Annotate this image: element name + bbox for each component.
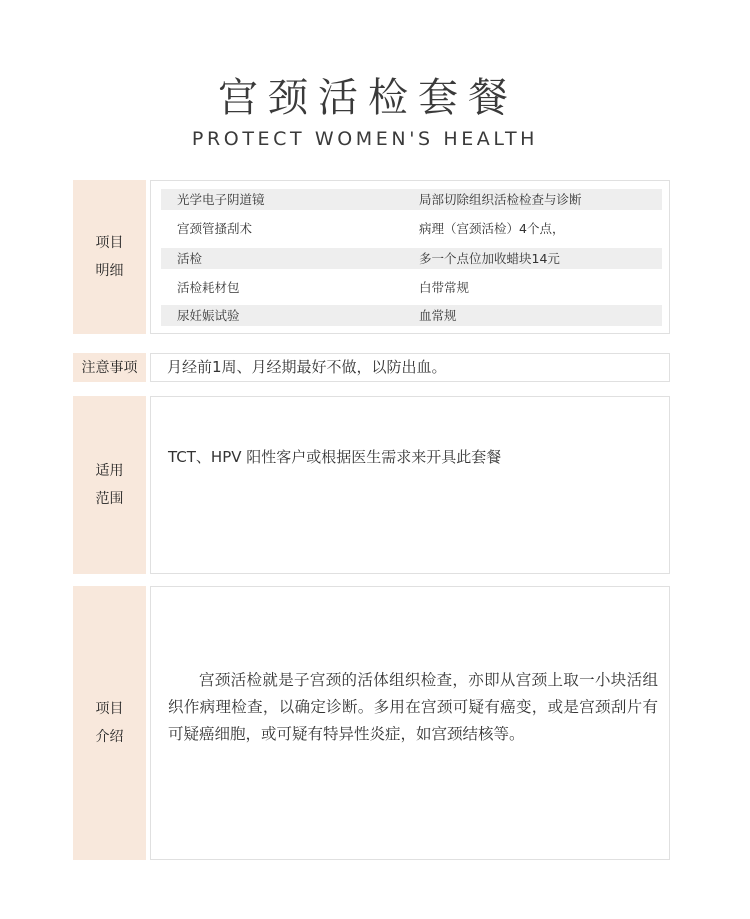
scope-text: TCT、HPV 阳性客户或根据医生需求来开具此套餐 <box>168 448 502 466</box>
table-cell: 病理（宫颈活检）4个点， <box>419 221 565 236</box>
table-cell: 白带常规 <box>419 280 470 295</box>
table-row <box>161 277 662 298</box>
notes-label: 注意事项 <box>73 353 146 382</box>
page-title: 宫颈活检套餐 <box>218 75 518 121</box>
notes-text: 月经前1周、月经期最好不做，以防出血。 <box>150 353 670 382</box>
page-subtitle: PROTECT WOMEN'S HEALTH <box>191 128 539 150</box>
scope-label-line2: 范围 <box>95 491 124 507</box>
table-cell: 多一个点位加收蜡块14元 <box>419 251 560 266</box>
intro-label-line2: 介绍 <box>95 729 124 745</box>
table-row <box>161 189 662 210</box>
table-cell: 尿妊娠试验 <box>177 308 240 323</box>
details-table <box>150 180 670 334</box>
scope-box <box>150 396 670 574</box>
table-cell: 活检耗材包 <box>177 280 240 295</box>
intro-label <box>73 586 146 860</box>
details-label-line2: 明细 <box>95 263 124 279</box>
details-label <box>73 180 146 334</box>
table-row <box>161 218 662 239</box>
table-cell: 血常规 <box>419 308 457 323</box>
scope-label-line1: 适用 <box>95 463 124 479</box>
intro-text: 宫颈活检就是子宫颈的活体组织检查，亦即从宫颈上取一小块活组织作病理检查，以确定诊断。多用在宫颈可疑有癌变，或是宫颈刮片有可疑癌细胞，或可疑有特异性炎症，如宫颈结核等。 <box>168 671 658 743</box>
table-cell: 局部切除组织活检检查与诊断 <box>419 192 582 207</box>
scope-label <box>73 396 146 574</box>
table-cell: 宫颈管搔刮术 <box>177 221 253 236</box>
table-cell: 光学电子阴道镜 <box>177 192 265 207</box>
table-cell: 活检 <box>177 251 203 266</box>
table-row <box>161 305 662 326</box>
intro-label-line1: 项目 <box>95 701 124 717</box>
intro-box <box>150 586 670 860</box>
table-row <box>161 248 662 269</box>
details-label-line1: 项目 <box>95 235 124 251</box>
